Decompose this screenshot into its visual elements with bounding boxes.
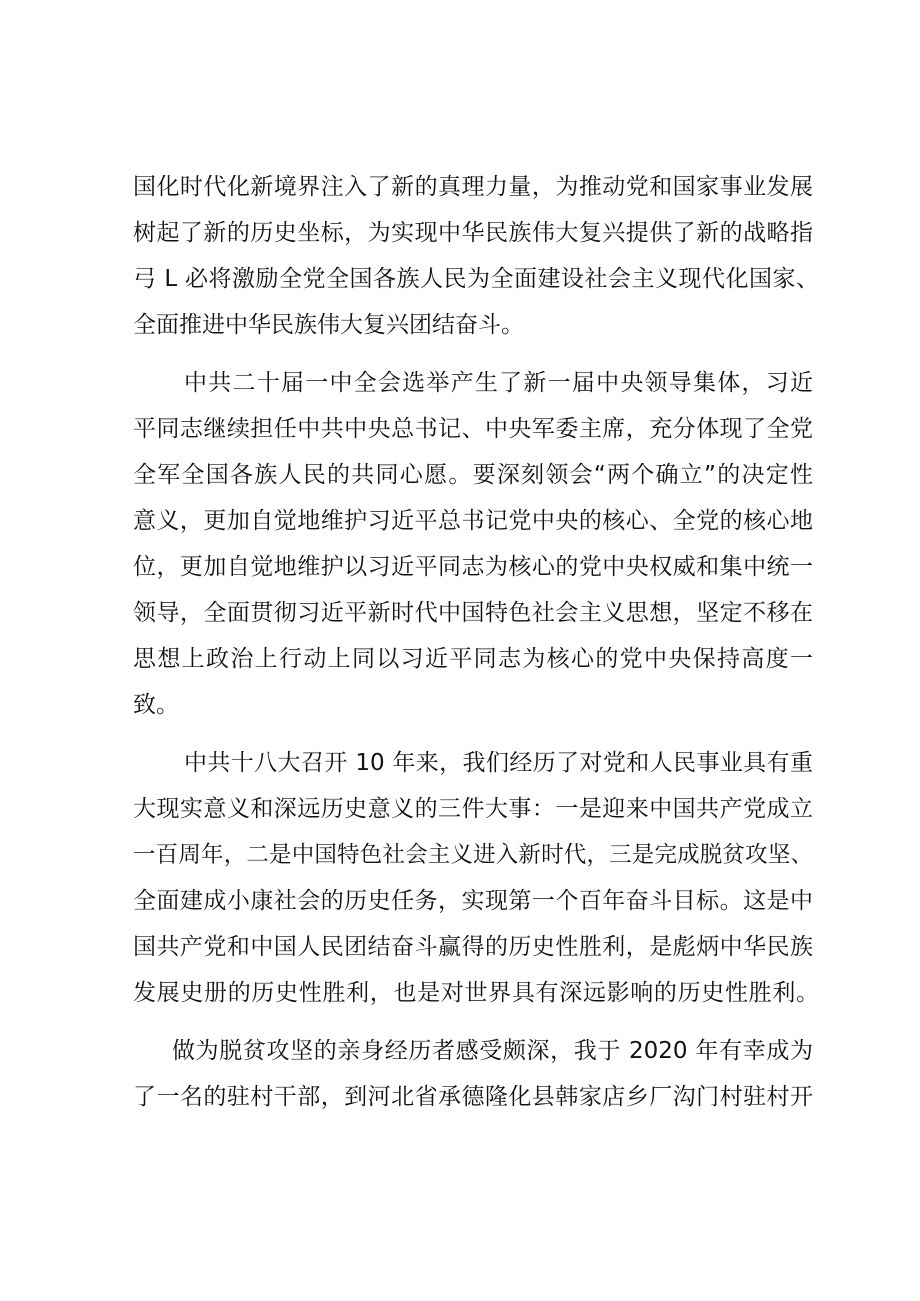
text-line: 弓 L 必将激励全党全国各族人民为全面建设社会主义现代化国家、 <box>133 266 819 292</box>
text-line: 意义，更加自觉地维护习近平总书记党中央的核心、全党的核心地 <box>133 508 813 534</box>
text-line: 树起了新的历史坐标，为实现中华民族伟大复兴提供了新的战略指 <box>133 220 813 246</box>
paragraph-first-line: 中共十八大召开 10 年来，我们经历了对党和人民事业具有重 <box>184 750 813 776</box>
text-line: 思想上政治上行动上同以习近平同志为核心的党中央保持高度一 <box>133 646 813 672</box>
text-line: 一百周年，二是中国特色社会主义进入新时代，三是完成脱贫攻坚、 <box>133 842 813 868</box>
text-line: 全军全国各族人民的共同心愿。要深刻领会“两个确立”的决定性 <box>133 462 813 488</box>
paragraph-first-line: 做为脱贫攻坚的亲身经历者感受颇深，我于 2020 年有幸成为 <box>172 1038 813 1064</box>
text-line: 位，更加自觉地维护以习近平同志为核心的党中央权威和集中统一 <box>133 554 813 580</box>
text-line: 全面推进中华民族伟大复兴团结奋斗。 <box>133 312 524 338</box>
paragraph-first-line: 中共二十届一中全会选举产生了新一届中央领导集体，习近 <box>184 370 813 396</box>
text-line: 全面建成小康社会的历史任务，实现第一个百年奋斗目标。这是中 <box>133 888 813 914</box>
text-line: 领导，全面贯彻习近平新时代中国特色社会主义思想，坚定不移在 <box>133 600 813 626</box>
text-line: 发展史册的历史性胜利，也是对世界具有深远影响的历史性胜利。 <box>133 980 819 1006</box>
text-line: 大现实意义和深远历史意义的三件大事：一是迎来中国共产党成立 <box>133 796 813 822</box>
text-line: 国化时代化新境界注入了新的真理力量，为推动党和国家事业发展 <box>133 174 813 200</box>
text-line: 了一名的驻村干部，到河北省承德隆化县韩家店乡厂沟门村驻村开 <box>133 1084 813 1110</box>
text-line: 致。 <box>133 692 179 718</box>
text-line: 国共产党和中国人民团结奋斗赢得的历史性胜利，是彪炳中华民族 <box>133 934 813 960</box>
text-line: 平同志继续担任中共中央总书记、中央军委主席，充分体现了全党 <box>133 416 813 442</box>
